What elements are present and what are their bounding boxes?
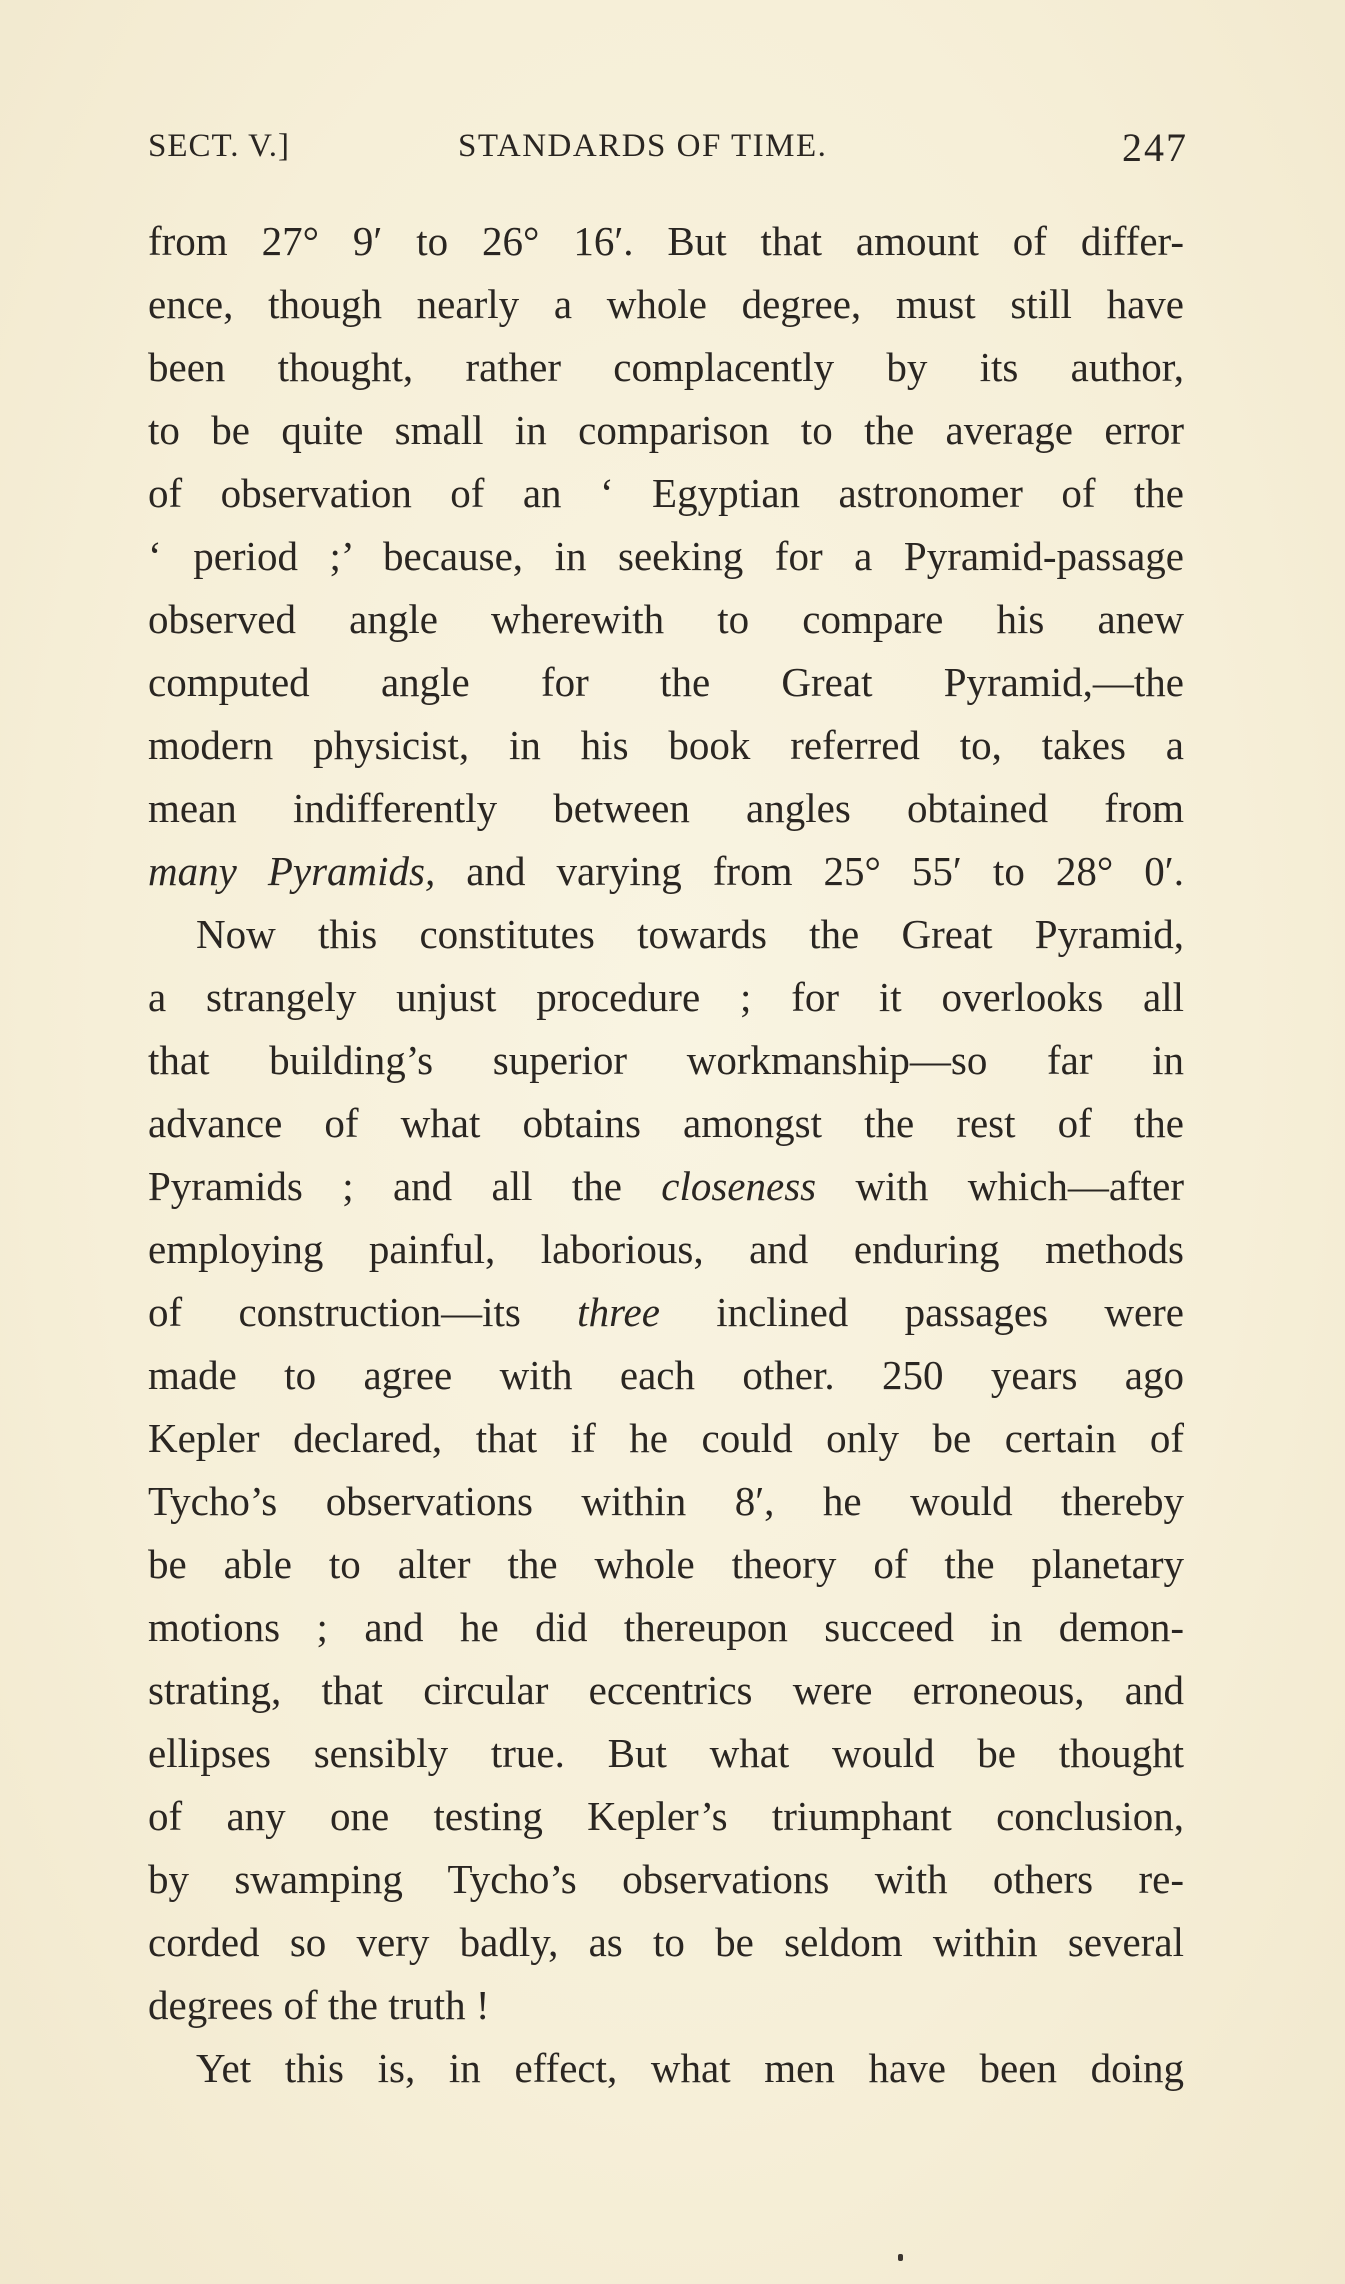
text-line: modern physicist, in his book referred to, takes a	[148, 722, 1184, 768]
ink-speck	[898, 2254, 903, 2261]
text-line: employing painful, laborious, and enduring methods	[148, 1226, 1184, 1272]
text-line: corded so very badly, as to be seldom within several	[148, 1919, 1184, 1965]
text-line: of observation of an ‘ Egyptian astronomer of the	[148, 470, 1184, 516]
text-line	[148, 840, 1184, 903]
text-line: computed angle for the Great Pyramid,—the	[148, 659, 1184, 705]
text-line: ence, though nearly a whole degree, must still have	[148, 281, 1184, 327]
text-line: motions ; and he did thereupon succeed in demon-	[148, 1604, 1184, 1650]
text-line: of any one testing Kepler’s triumphant conclusion,	[148, 1793, 1184, 1839]
text-line: strating, that circular eccentrics were erroneous, and	[148, 1667, 1184, 1713]
text-line: Kepler declared, that if he could only be certain of	[148, 1415, 1184, 1461]
page-number: 247	[1122, 125, 1188, 170]
text-line	[148, 1155, 1184, 1218]
text-line	[148, 1281, 1184, 1344]
text-line: degrees of the truth !	[148, 1982, 490, 2028]
paragraph-first-line: Now this constitutes towards the Great Pyramid,	[196, 911, 1184, 957]
text-fragment: inclined passages were	[659, 1289, 1184, 1335]
text-line: a strangely unjust procedure ; for it overlooks all	[148, 974, 1184, 1020]
body-text	[148, 210, 1184, 2100]
text-line: made to agree with each other. 250 years ago	[148, 1352, 1184, 1398]
text-fragment: Pyramids ; and all the	[148, 1163, 662, 1209]
italic-phrase: three	[577, 1289, 660, 1335]
text-line: Tycho’s observations within 8′, he would thereby	[148, 1478, 1184, 1524]
section-label: SECT. V.]	[148, 128, 290, 164]
text-fragment: and varying from 25° 55′ to 28° 0′.	[435, 848, 1184, 894]
text-line: that building’s superior workmanship—so far in	[148, 1037, 1184, 1083]
text-line: by swamping Tycho’s observations with others re-	[148, 1856, 1184, 1902]
paragraph-first-line: Yet this is, in effect, what men have been doing	[196, 2045, 1184, 2091]
running-title: STANDARDS OF TIME.	[458, 128, 828, 164]
text-line: to be quite small in comparison to the average error	[148, 407, 1184, 453]
text-line: been thought, rather complacently by its author,	[148, 344, 1184, 390]
text-line: ellipses sensibly true. But what would be thought	[148, 1730, 1184, 1776]
text-line: from 27° 9′ to 26° 16′. But that amount of differ-	[148, 218, 1184, 264]
running-header	[148, 125, 1188, 178]
text-line: mean indifferently between angles obtained from	[148, 785, 1184, 831]
text-line: ‘ period ;’ because, in seeking for a Pyramid-passage	[148, 533, 1184, 579]
italic-phrase: many Pyramids,	[148, 848, 436, 894]
italic-phrase: closeness	[661, 1163, 817, 1209]
text-line: advance of what obtains amongst the rest of the	[148, 1100, 1184, 1146]
text-fragment: with which—after	[816, 1163, 1184, 1209]
text-fragment: of construction—its	[148, 1289, 578, 1335]
text-line: observed angle wherewith to compare his anew	[148, 596, 1184, 642]
text-line: be able to alter the whole theory of the planetary	[148, 1541, 1184, 1587]
